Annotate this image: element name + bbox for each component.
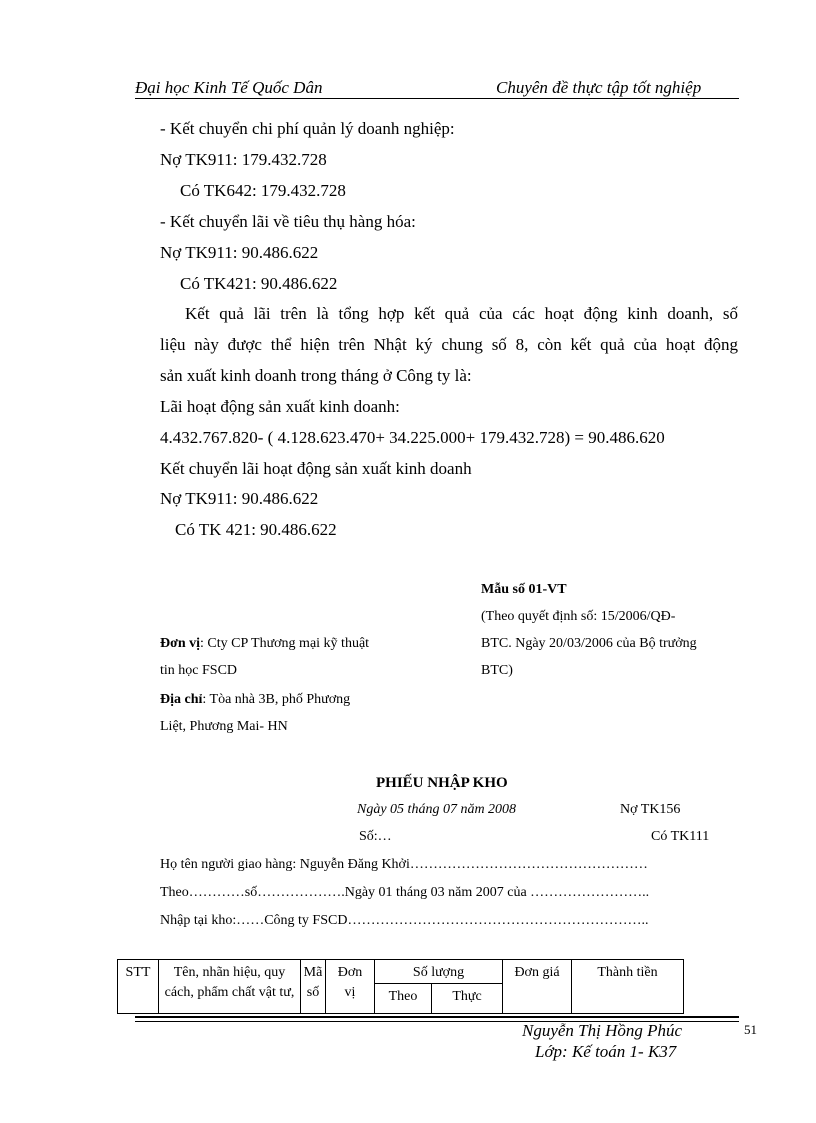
- entry-line: Nợ TK911: 179.432.728: [160, 150, 327, 169]
- col-qty-actual: Thực: [432, 984, 503, 1014]
- page-number: 51: [744, 1022, 757, 1037]
- col-qty-document: Theo: [375, 984, 432, 1014]
- col-name-line: cách, phẩm chất vật tư,: [164, 985, 295, 1000]
- entry-line: Có TK 421: 90.486.622: [175, 520, 337, 539]
- col-code-line: Mã: [303, 965, 323, 980]
- unit-label: Đơn vị: [160, 636, 201, 651]
- col-unit-price: Đơn giá: [503, 960, 572, 1014]
- header-report-title: Chuyên đề thực tập tốt nghiệp: [496, 78, 702, 97]
- footer-author: Nguyễn Thị Hồng Phúc: [522, 1021, 683, 1040]
- entry-line: - Kết chuyển chi phí quản lý doanh nghiệp:: [160, 119, 455, 138]
- header-university: Đại học Kinh Tế Quốc Dân: [135, 78, 323, 97]
- address-value: : Tòa nhà 3B, phố Phương: [202, 692, 351, 707]
- col-name-line: Tên, nhãn hiệu, quy: [173, 965, 286, 980]
- entry-line: Nợ TK911: 90.486.622: [160, 489, 319, 508]
- slip-title: PHIẾU NHẬP KHO: [376, 775, 508, 791]
- col-unit-line: Đơn: [337, 965, 363, 980]
- form-note: (Theo quyết định số: 15/2006/QĐ-: [481, 609, 676, 624]
- slip-number: Số:…: [359, 829, 392, 844]
- entry-line: - Kết chuyển lãi về tiêu thụ hàng hóa:: [160, 212, 416, 231]
- col-code-line: số: [306, 985, 320, 1000]
- unit-value: : Cty CP Thương mại kỹ thuật: [200, 636, 370, 651]
- slip-debit-account: Nợ TK156: [620, 802, 681, 817]
- address-line: [160, 692, 350, 708]
- footer-rule: [135, 1016, 739, 1018]
- entry-line: Nợ TK911: 90.486.622: [160, 243, 319, 262]
- entry-line: Có TK421: 90.486.622: [180, 274, 338, 293]
- form-note: BTC. Ngày 20/03/2006 của Bộ trưởng: [481, 636, 697, 651]
- address-value-cont: Liệt, Phương Mai- HN: [160, 719, 288, 734]
- paragraph-line: liệu này được thể hiện trên Nhật ký chung số 8, còn kết quả của hoạt động: [160, 335, 738, 354]
- slip-date: Ngày 05 tháng 07 năm 2008: [357, 802, 517, 817]
- col-amount: Thành tiền: [572, 960, 684, 1014]
- form-code: Mẫu số 01-VT: [481, 582, 567, 597]
- unit-line: [160, 636, 369, 652]
- col-unit: [326, 960, 375, 1014]
- entry-line: Kết chuyển lãi hoạt động sản xuất kinh doanh: [160, 459, 472, 478]
- form-note: BTC): [481, 663, 513, 678]
- footer-class: Lớp: Kế toán 1- K37: [535, 1042, 677, 1061]
- slip-according: Theo…………số……………….Ngày 01 tháng 03 năm 2007 của ……………………..: [160, 885, 650, 900]
- slip-credit-account: Có TK111: [651, 829, 710, 844]
- unit-value-cont: tin học FSCD: [160, 663, 238, 678]
- calculation-line: 4.432.767.820- ( 4.128.623.470+ 34.225.000+ 179.432.728) = 90.486.620: [160, 428, 665, 447]
- col-code: [301, 960, 326, 1014]
- col-name: [159, 960, 301, 1014]
- col-unit-line: vị: [344, 985, 356, 1000]
- slip-deliverer: Họ tên người giao hàng: Nguyễn Đăng Khởi……………………………………………: [160, 857, 648, 872]
- goods-table: [117, 959, 684, 1014]
- slip-warehouse: Nhập tại kho:……Công ty FSCD………………………………………………………..: [160, 913, 649, 928]
- col-quantity: Số lượng: [375, 960, 503, 984]
- header-rule: [135, 98, 739, 99]
- col-stt: STT: [118, 960, 159, 1014]
- entry-line: Lãi hoạt động sản xuất kinh doanh:: [160, 397, 400, 416]
- paragraph-line: sản xuất kinh doanh trong tháng ở Công ty là:: [160, 366, 472, 385]
- paragraph-line: Kết quả lãi trên là tổng hợp kết quả của các hoạt động kinh doanh, số: [185, 304, 738, 323]
- entry-line: Có TK642: 179.432.728: [180, 181, 346, 200]
- address-label: Địa chỉ: [160, 692, 203, 707]
